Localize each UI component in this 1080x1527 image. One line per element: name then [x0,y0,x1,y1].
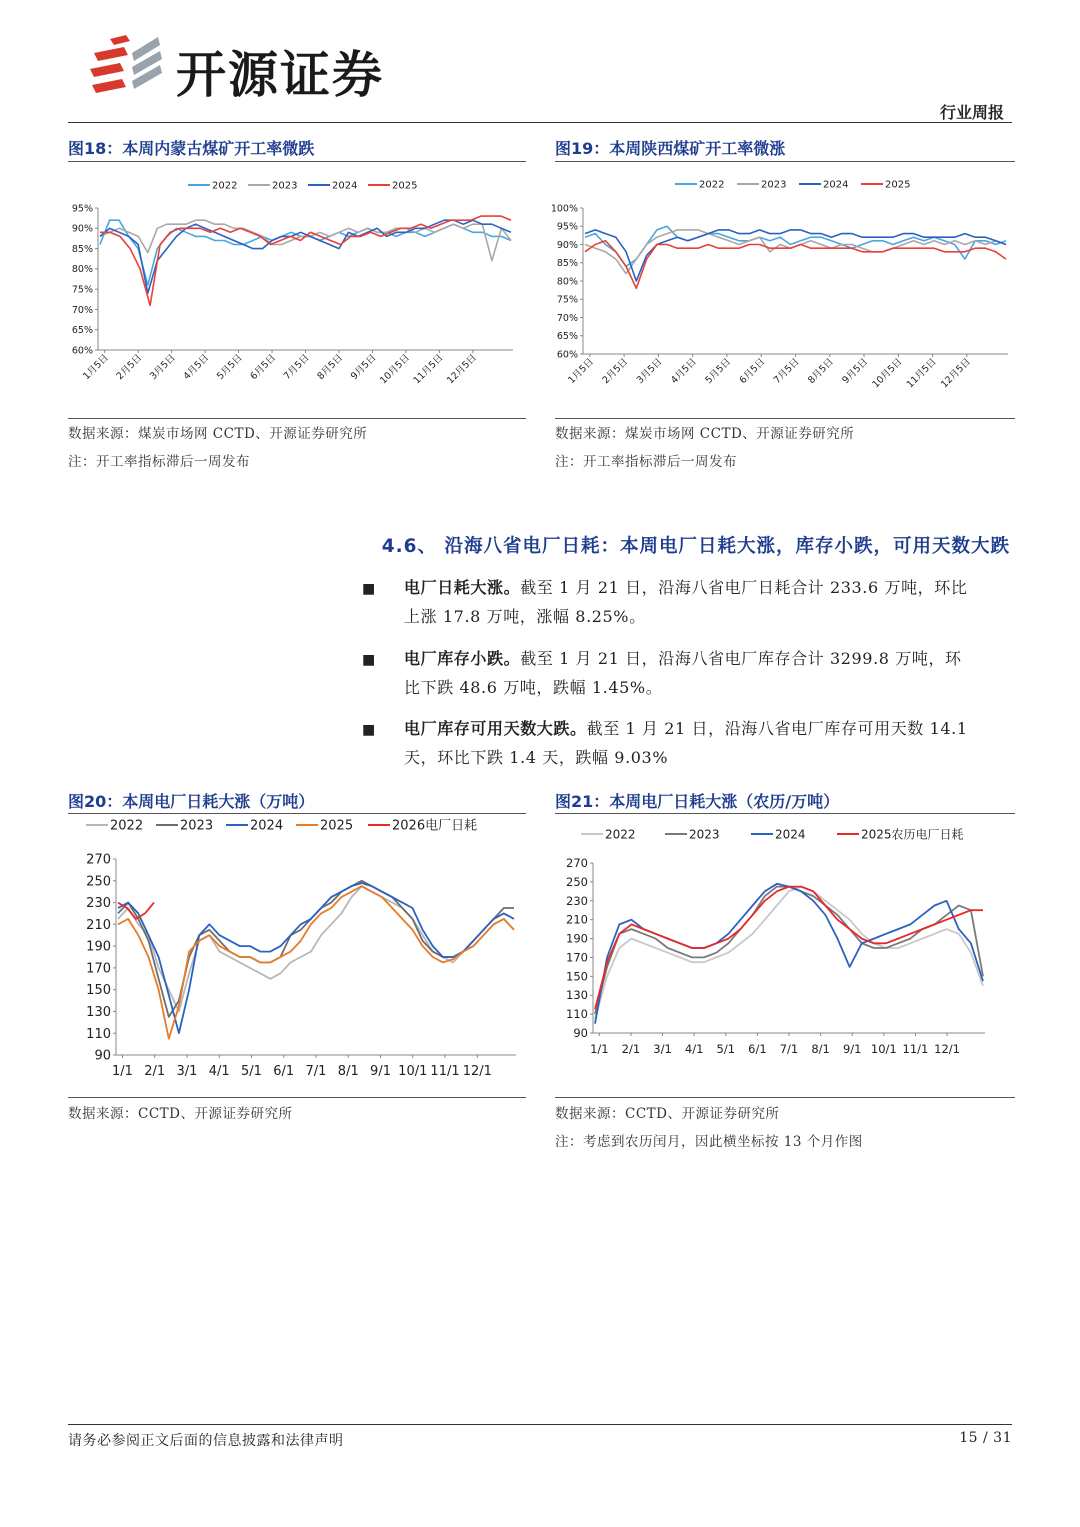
fig19-chart [550,170,1015,420]
series-line [100,220,511,285]
y-tick-label: 85% [71,243,93,255]
x-tick-label: 3/1 [176,1064,198,1079]
fig18-note: 注：开工率指标滞后一周发布 [68,454,250,470]
y-tick-label: 210 [86,917,111,933]
y-tick-label: 110 [86,1026,111,1042]
y-tick-label: 60% [71,345,93,357]
fig18-bottom-rule [68,418,526,419]
x-tick-label: 5/1 [716,1042,736,1056]
bullet-marker: ■ [362,722,376,738]
y-tick-label: 70% [556,312,578,324]
series-line [118,881,514,1017]
legend-label: 2025 [885,179,911,191]
y-tick-label: 230 [86,896,111,912]
bullet-paragraph [404,714,1012,772]
fig20-source: 数据来源：CCTD、开源证券研究所 [68,1106,293,1122]
legend-label: 2024 [332,180,358,192]
x-tick-label: 4/1 [684,1042,704,1056]
page-number: 15 / 31 [959,1430,1012,1446]
legend-label: 2022 [110,818,144,834]
bullet-lead: 电厂库存小跌。 [404,649,521,668]
legend-label: 2024 [250,818,284,834]
bullet-text: 截至 1 月 21 日，沿海八省电厂日耗合计 233.6 万吨，环比 [520,578,968,597]
x-tick-label: 9/1 [370,1064,391,1079]
company-logo [88,33,408,104]
x-tick-label: 4月5日 [181,352,212,383]
y-tick-label: 250 [86,874,111,890]
fig20-bottom-rule [68,1097,526,1098]
y-tick-label: 130 [86,1004,111,1020]
series-line [585,230,1006,281]
fig19-title-rule [555,161,1015,162]
legend-label: 2025农历电厂日耗 [861,827,964,842]
y-tick-label: 75% [556,294,578,306]
series-line [595,887,983,1019]
fig18-title-rule [68,161,526,162]
x-tick-label: 6月5日 [737,356,768,387]
y-tick-label: 270 [86,852,111,868]
bullet-text: 上涨 17.8 万吨，涨幅 8.25%。 [404,607,646,626]
x-tick-label: 5月5日 [703,356,734,387]
x-tick-label: 5月5日 [214,352,245,383]
x-tick-label: 1月5日 [81,352,111,383]
x-tick-label: 1/1 [590,1042,609,1056]
bullet-text: 截至 1 月 21 日，沿海八省电厂库存合计 3299.8 万吨，环 [520,649,962,668]
series-line [118,886,514,1011]
section-heading: 4.6、 沿海八省电厂日耗：本周电厂日耗大涨，库存小跌，可用天数大跌 [381,536,1010,557]
legend-label: 2023 [689,827,720,842]
x-tick-label: 11月5日 [411,352,446,387]
x-tick-label: 3月5日 [147,352,178,383]
y-tick-label: 130 [566,988,588,1003]
x-tick-label: 7月5日 [281,352,312,383]
legend-label: 2024 [823,179,849,191]
legend-label: 2022 [605,827,636,842]
x-tick-label: 3/1 [653,1042,672,1056]
y-tick-label: 190 [86,939,111,955]
fig20-title: 图20：本周电厂日耗大涨（万吨） [68,792,315,811]
y-tick-label: 70% [71,304,93,316]
y-tick-label: 80% [556,276,578,288]
header-rule [68,122,1012,123]
x-tick-label: 11/1 [430,1064,460,1079]
x-tick-label: 1月5日 [566,356,596,387]
bullet-marker: ■ [362,652,376,668]
fig21-title: 图21：本周电厂日耗大涨（农历/万吨） [555,792,840,811]
x-tick-label: 8月5日 [806,356,836,387]
y-tick-label: 95% [556,221,578,233]
fig19-bottom-rule [555,418,1015,419]
legend-label: 2025 [320,818,354,834]
series-line [100,220,511,293]
fig19-title: 图19：本周陕西煤矿开工率微涨 [555,139,786,158]
y-tick-label: 95% [71,203,93,215]
x-tick-label: 6/1 [273,1064,295,1079]
x-tick-label: 7/1 [305,1064,327,1079]
bullet-text: 天，环比下跌 1.4 天，跌幅 9.03% [404,748,669,767]
fig20-chart [68,815,526,1097]
x-tick-label: 2/1 [621,1042,641,1056]
fig18-source: 数据来源：煤炭市场网 CCTD、开源证券研究所 [68,426,368,442]
bullet-text: 比下跌 48.6 万吨，跌幅 1.45%。 [404,678,663,697]
x-tick-label: 10月5日 [377,352,413,387]
x-tick-label: 12/1 [462,1064,492,1079]
x-tick-label: 10/1 [870,1042,897,1056]
fig21-chart [555,815,1015,1097]
x-tick-label: 12月5日 [444,352,479,387]
x-tick-label: 7/1 [779,1042,799,1056]
y-tick-label: 65% [71,325,93,337]
legend-label: 2022 [699,179,725,191]
x-tick-label: 11/1 [902,1042,929,1056]
x-tick-label: 8/1 [337,1064,359,1079]
legend-label: 2025 [392,180,418,192]
bullet-lead: 电厂日耗大涨。 [404,578,521,597]
x-tick-label: 5/1 [241,1064,262,1079]
footer-rule [68,1424,1012,1425]
x-tick-label: 11月5日 [904,356,939,391]
y-tick-label: 75% [71,284,93,296]
x-tick-label: 12月5日 [938,356,973,391]
legend-label: 2023 [180,818,214,834]
y-tick-label: 90% [556,239,578,251]
x-tick-label: 8/1 [811,1042,830,1056]
logo-mark-icon [88,33,168,99]
y-tick-label: 230 [566,893,588,908]
x-tick-label: 8月5日 [315,352,346,383]
y-tick-label: 150 [566,969,588,984]
x-tick-label: 12/1 [934,1042,960,1056]
x-tick-label: 4/1 [208,1064,230,1079]
y-tick-label: 150 [86,983,111,999]
x-tick-label: 10/1 [398,1064,428,1079]
fig21-source: 数据来源：CCTD、开源证券研究所 [555,1106,780,1122]
bullet-paragraph [404,644,1012,702]
x-tick-label: 10月5日 [870,356,905,391]
legend-label: 2022 [212,180,238,192]
bullet-text: 截至 1 月 21 日，沿海八省电厂库存可用天数 14.1 [586,719,968,738]
y-tick-label: 170 [566,950,588,965]
series-line [100,216,511,305]
legend-label: 2024 [775,827,806,842]
legend-label: 2023 [761,179,787,191]
fig21-title-rule [555,813,1015,814]
x-tick-label: 2月5日 [114,352,145,383]
bullet-paragraph [404,573,1012,631]
y-tick-label: 60% [556,349,578,361]
x-tick-label: 9月5日 [348,352,379,383]
report-type: 行业周报 [939,103,1004,122]
legend-label: 2026电厂日耗 [392,818,478,834]
fig18-title: 图18：本周内蒙古煤矿开工率微跌 [68,139,315,158]
x-tick-label: 9月5日 [840,356,871,387]
x-tick-label: 2/1 [144,1064,166,1079]
fig20-title-rule [68,813,526,814]
fig19-note: 注：开工率指标滞后一周发布 [555,454,737,470]
x-tick-label: 9/1 [842,1042,862,1056]
series-line [118,886,514,1038]
bullet-lead: 电厂库存可用天数大跌。 [404,719,587,738]
y-tick-label: 100% [550,203,578,215]
y-tick-label: 90 [94,1048,111,1064]
x-tick-label: 6月5日 [248,352,279,383]
fig21-note: 注：考虑到农历闰月，因此横坐标按 13 个月作图 [555,1134,863,1150]
x-tick-label: 7月5日 [771,356,802,387]
company-name: 开源证券 [176,46,384,104]
y-tick-label: 110 [566,1007,588,1022]
series-line [595,887,983,1015]
fig18-chart [68,170,526,420]
x-tick-label: 4月5日 [669,356,699,387]
bullet-marker: ■ [362,581,376,597]
x-tick-label: 6/1 [748,1042,767,1056]
y-tick-label: 270 [566,856,588,871]
series-line [595,884,983,1024]
y-tick-label: 90 [573,1026,588,1041]
series-line [585,241,1006,288]
y-tick-label: 210 [566,912,588,927]
y-tick-label: 65% [556,331,578,343]
x-tick-label: 1/1 [111,1064,133,1079]
fig21-bottom-rule [555,1097,1015,1098]
y-tick-label: 250 [566,874,588,889]
y-tick-label: 90% [71,223,93,235]
y-tick-label: 80% [71,264,93,276]
y-tick-label: 85% [556,258,578,270]
fig19-source: 数据来源：煤炭市场网 CCTD、开源证券研究所 [555,426,855,442]
y-tick-label: 170 [86,961,111,977]
x-tick-label: 2月5日 [600,356,631,387]
x-tick-label: 3月5日 [634,356,665,387]
y-tick-label: 190 [566,931,588,946]
legend-label: 2023 [272,180,298,192]
footer-disclaimer: 请务必参阅正文后面的信息披露和法律声明 [68,1433,344,1449]
